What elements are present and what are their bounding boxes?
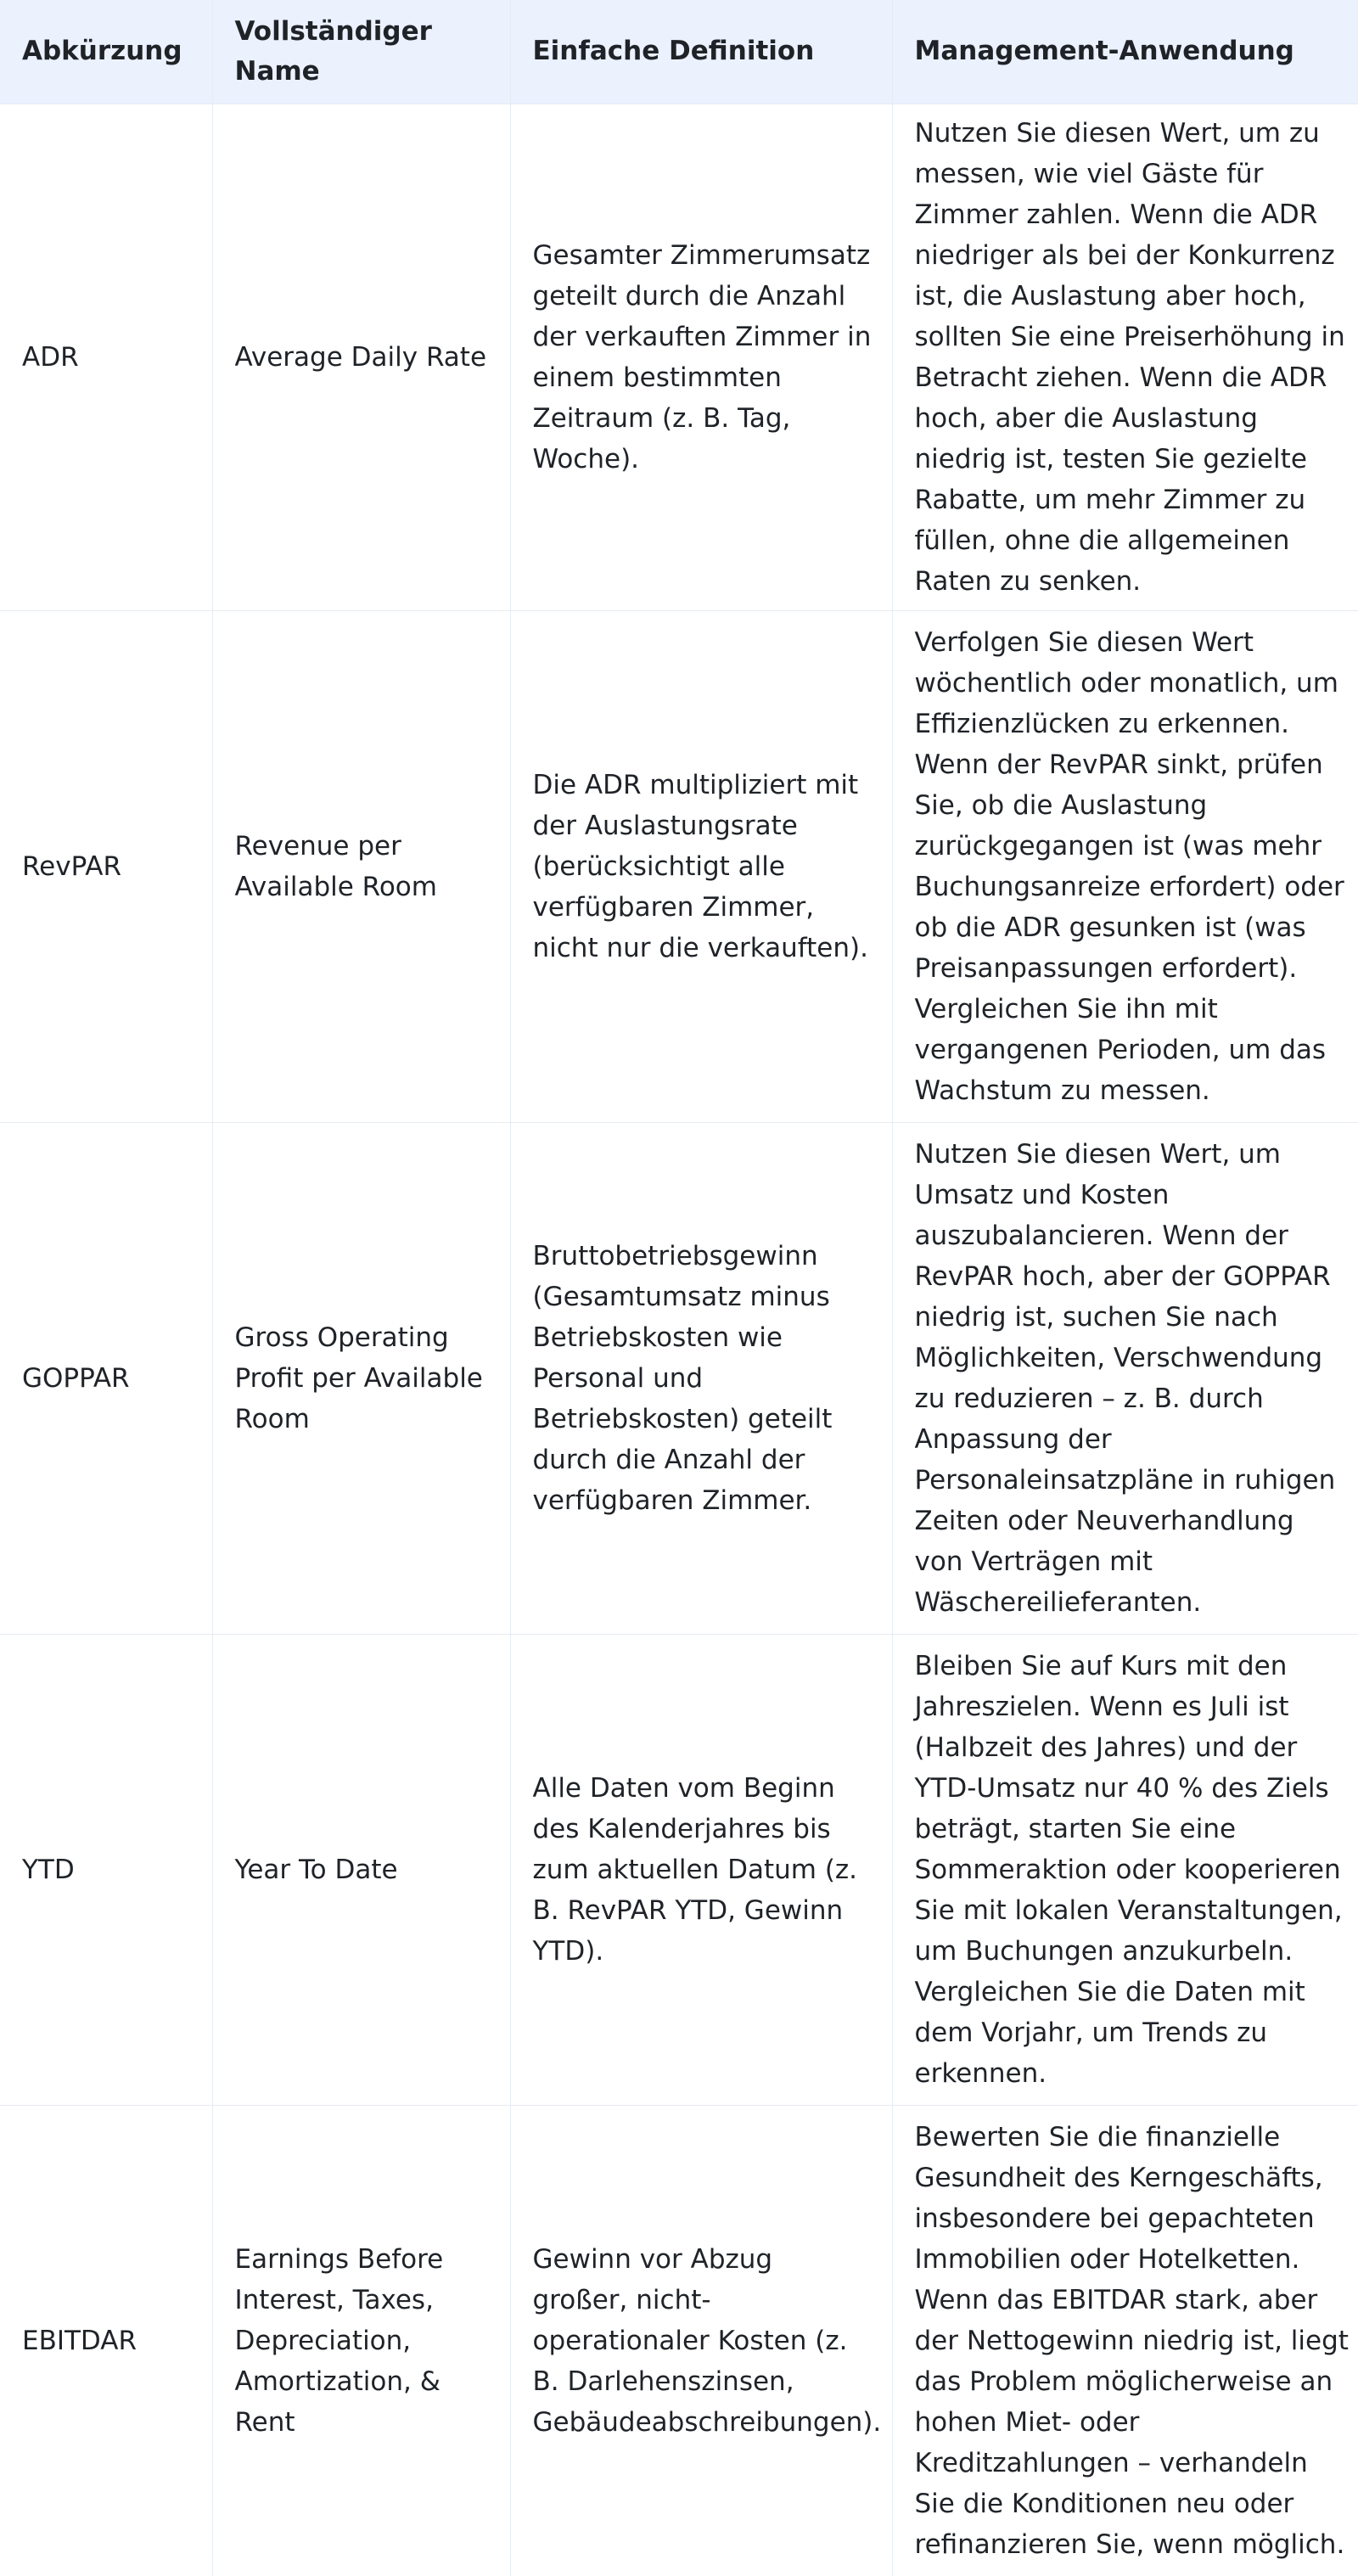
table-row <box>0 1634 1358 2105</box>
header-definition: Einfache Definition <box>510 0 892 104</box>
table-row <box>0 104 1358 610</box>
table-row <box>0 1122 1358 1634</box>
cell-application: Bleiben Sie auf Kurs mit den Jahreszielen. Wenn es Juli ist (Halbzeit des Jahres) und der YTD-Umsatz nur 40 % des Ziels beträgt, starten Sie eine Sommeraktion oder kooperieren Sie mit lokalen Veranstaltungen, um Buchungen anzukurbeln. Vergleichen Sie die Daten mit dem Vorjahr, um Trends zu erkennen. <box>892 1634 1358 2105</box>
cell-application: Verfolgen Sie diesen Wert wöchentlich oder monatlich, um Effizienzlücken zu erkennen. Wenn der RevPAR sinkt, prüfen Sie, ob die Auslastung zurückgegangen ist (was mehr Buchungsanreize erfordert) oder ob die ADR gesunken ist (was Preisanpassungen erfordert). Vergleichen Sie ihn mit vergangenen Perioden, um das Wachstum zu messen. <box>892 610 1358 1122</box>
cell-full-name: Year To Date <box>212 1634 510 2105</box>
header-abbreviation: Abkürzung <box>0 0 212 104</box>
cell-definition: Gesamter Zimmerumsatz geteilt durch die Anzahl der verkauften Zimmer in einem bestimmten Zeitraum (z. B. Tag, Woche). <box>510 104 892 610</box>
cell-abbreviation: EBITDAR <box>0 2105 212 2576</box>
header-full-name: Vollständiger Name <box>212 0 510 104</box>
header-row <box>0 0 1358 104</box>
cell-abbreviation: ADR <box>0 104 212 610</box>
cell-application: Bewerten Sie die finanzielle Gesundheit des Kerngeschäfts, insbesondere bei gepachteten Immobilien oder Hotelketten. Wenn das EBITDAR stark, aber der Nettogewinn niedrig ist, liegt das Problem möglicherweise an hohen Miet- oder Kreditzahlungen – verhandeln Sie die Konditionen neu oder refinanzieren Sie, wenn möglich. <box>892 2105 1358 2576</box>
cell-abbreviation: GOPPAR <box>0 1122 212 1634</box>
cell-abbreviation: YTD <box>0 1634 212 2105</box>
cell-definition: Gewinn vor Abzug großer, nicht-operationaler Kosten (z. B. Darlehenszinsen, Gebäudeabschreibungen). <box>510 2105 892 2576</box>
cell-abbreviation: RevPAR <box>0 610 212 1122</box>
cell-full-name: Average Daily Rate <box>212 104 510 610</box>
cell-definition: Bruttobetriebsgewinn (Gesamtumsatz minus Betriebskosten wie Personal und Betriebskosten) geteilt durch die Anzahl der verfügbaren Zimmer. <box>510 1122 892 1634</box>
table-header <box>0 0 1358 104</box>
cell-full-name: Gross Operating Profit per Available Room <box>212 1122 510 1634</box>
cell-definition: Alle Daten vom Beginn des Kalenderjahres bis zum aktuellen Datum (z. B. RevPAR YTD, Gewinn YTD). <box>510 1634 892 2105</box>
cell-full-name: Revenue per Available Room <box>212 610 510 1122</box>
cell-definition: Die ADR multipliziert mit der Auslastungsrate (berücksichtigt alle verfügbaren Zimmer, nicht nur die verkauften). <box>510 610 892 1122</box>
cell-full-name: Earnings Before Interest, Taxes, Depreciation, Amortization, & Rent <box>212 2105 510 2576</box>
cell-application: Nutzen Sie diesen Wert, um zu messen, wie viel Gäste für Zimmer zahlen. Wenn die ADR niedriger als bei der Konkurrenz ist, die Auslastung aber hoch, sollten Sie eine Preiserhöhung in Betracht ziehen. Wenn die ADR hoch, aber die Auslastung niedrig ist, testen Sie gezielte Rabatte, um mehr Zimmer zu füllen, ohne die allgemeinen Raten zu senken. <box>892 104 1358 610</box>
table-row <box>0 610 1358 1122</box>
table-row <box>0 2105 1358 2576</box>
table-body <box>0 104 1358 2576</box>
cell-application: Nutzen Sie diesen Wert, um Umsatz und Kosten auszubalancieren. Wenn der RevPAR hoch, aber der GOPPAR niedrig ist, suchen Sie nach Möglichkeiten, Verschwendung zu reduzieren – z. B. durch Anpassung der Personaleinsatzpläne in ruhigen Zeiten oder Neuverhandlung von Verträgen mit Wäschereilieferanten. <box>892 1122 1358 1634</box>
header-application: Management-Anwendung <box>892 0 1358 104</box>
